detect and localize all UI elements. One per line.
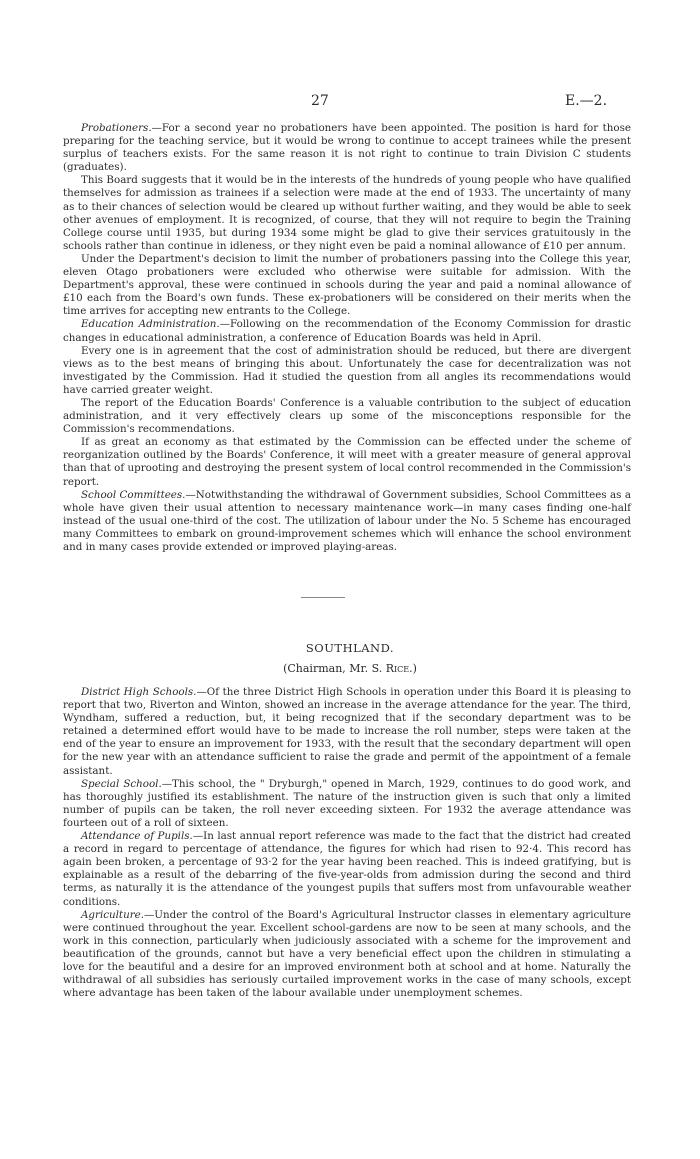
paragraph [63, 909, 631, 1001]
paragraph-text: Every one is in agreement that the cost of administration should be reduced, but there are divergent views as to the best means of bringing this about. Unfortunately the case for decentralization was not investigated by the Commission. Had it studied the question from all angles its recommendations would have carried greater weight. [63, 344, 631, 396]
paragraph-heading: Agriculture. [81, 908, 144, 921]
paragraph-text: The report of the Education Boards' Conference is a valuable contribution to the subject of education administration, and it very effectively clears up some of the misconceptions responsible for the Commission's recommendations. [63, 396, 631, 436]
paragraph-text: —Of the three District High Schools in operation under this Board it is pleasing to report that two, Riverton and Winton, showed an increase in the average attendance for the year. The third, Wyndham, suffered a reduction, but, it being recognized that if the secondary department was to be retained a determined effort would have to be made to increase the roll number, steps were taken at the end of the year to ensure an improvement for 1933, with the result that the secondary department will open for the new year with an attendance sufficient to raise the grade and permit of the appointment of a female assistant. [63, 686, 631, 777]
report-reference: E.—2. [565, 93, 608, 109]
chairman-prefix: (Chairman, Mr. S. [283, 662, 386, 675]
paragraph [63, 397, 631, 436]
chairman-name: Rice [385, 662, 410, 675]
paragraph [63, 686, 631, 778]
chairman-suffix: .) [409, 662, 417, 675]
paragraph-text: —Notwithstanding the withdrawal of Government subsidies, School Committees as a whole have given their usual attention to necessary maintenance work—in many cases finding one-half instead of the usual one-third of the cost. The utilization of labour under the No. 5 Scheme has encouraged many Committees to embark on ground-improvement schemes which will enhance the school environment and in many cases provide extended or improved playing-areas. [63, 488, 631, 553]
paragraph [63, 436, 631, 488]
paragraph-text: This Board suggests that it would be in the interests of the hundreds of young people who have qualified themselves for admission as trainees if a selection were made at the end of 1933. The uncertainty of many as to their chances of selection would be cleared up without further waiting, and they would be able to seek other avenues of employment. It is recognized, of course, that they will not require to begin the Training College course until 1935, but during 1934 some might be glad to give their services gratuitously in the schools rather than continue in idleness, or they night even be paid a nominal allowance of £10 per annum. [63, 174, 631, 252]
paragraph [63, 830, 631, 909]
paragraph-heading: Special School. [81, 777, 162, 790]
paragraph [63, 122, 631, 174]
paragraph-heading: Attendance of Pupils. [81, 830, 193, 843]
paragraph-text: —Under the control of the Board's Agricultural Instructor classes in elementary agriculture were continued throughout the year. Excellent school-gardens are now to be seen at many schools, and the work in this connection, particularly when judiciously associated with a scheme for the improvement and beautification of the grounds, cannot but have a very beneficial effect upon the children in stimulating a love for the beautiful and a desire for an improved environment both at school and at home. Naturally the withdrawal of all subsidies has seriously curtailed improvement works in the case of many schools, except where advantage has been taken of the labour available under unemployment schemes. [63, 908, 631, 1000]
paragraph-heading: School Committees. [81, 488, 186, 501]
paragraph-heading: Education Administration. [81, 318, 220, 331]
paragraph-text: —For a second year no probationers have been appointed. The position is hard for those preparing for the teaching service, but it would be wrong to continue to accept trainees while the present surplus of teachers exists. For the same reason it is not right to continue to train Division C students (graduates). [63, 122, 631, 174]
paragraph [63, 345, 631, 397]
paragraph-text: If as great an economy as that estimated by the Commission can be effected under the scheme of reorganization outlined by the Boards' Conference, it will meet with a greater measure of general approval than that of uprooting and destroying the present system of local control recommended in the Commission's report. [63, 436, 631, 488]
section-divider [301, 597, 345, 598]
southland-heading: SOUTHLAND. [305, 641, 395, 655]
paragraph-text: Under the Department's decision to limit the number of probationers passing into the College this year, eleven Otago probationers were excluded who otherwise were suitable for admission. With the Department's approval, these were continued in schools during the year and paid a nominal allowance of £10 each from the Board's own funds. These ex-probationers will be considered on their merits when the time arrives for accepting new entrants to the College. [63, 252, 631, 318]
paragraph-heading: Probationers. [81, 122, 152, 134]
paragraph [63, 318, 631, 344]
paragraph-text: —This school, the " Dryburgh," opened in March, 1929, continues to do good work, and has thoroughly justified its establishment. The nature of the instruction given is such that only a limited number of pupils can be taken, the roll never exceeding sixteen. For 1932 the average attendance was fourteen out of a roll of sixteen. [63, 777, 631, 829]
southland-chairman [0, 662, 700, 675]
paragraph-text: —Following on the recommendation of the Economy Commission for drastic changes in educational administration, a conference of Education Boards was held in April. [63, 318, 631, 344]
otago-section [63, 122, 631, 554]
paragraph [63, 489, 631, 554]
southland-section [63, 686, 631, 1000]
paragraph [63, 253, 631, 318]
paragraph-text: —In last annual report reference was made to the fact that the district had created a record in regard to percentage of attendance, the figures for which had risen to 92·4. This record has again been broken, a percentage of 93·2 for the year having been reached. This is indeed gratifying, but is explainable as a result of the debarring of the five-year-olds from admission during the second and third terms, as naturally it is the attendance of the youngest pupils that suffers most from unfavourable weather conditions. [63, 830, 631, 908]
paragraph-heading: District High Schools. [81, 686, 197, 698]
paragraph [63, 778, 631, 830]
paragraph [63, 174, 631, 253]
page-number: 27 [311, 93, 329, 109]
